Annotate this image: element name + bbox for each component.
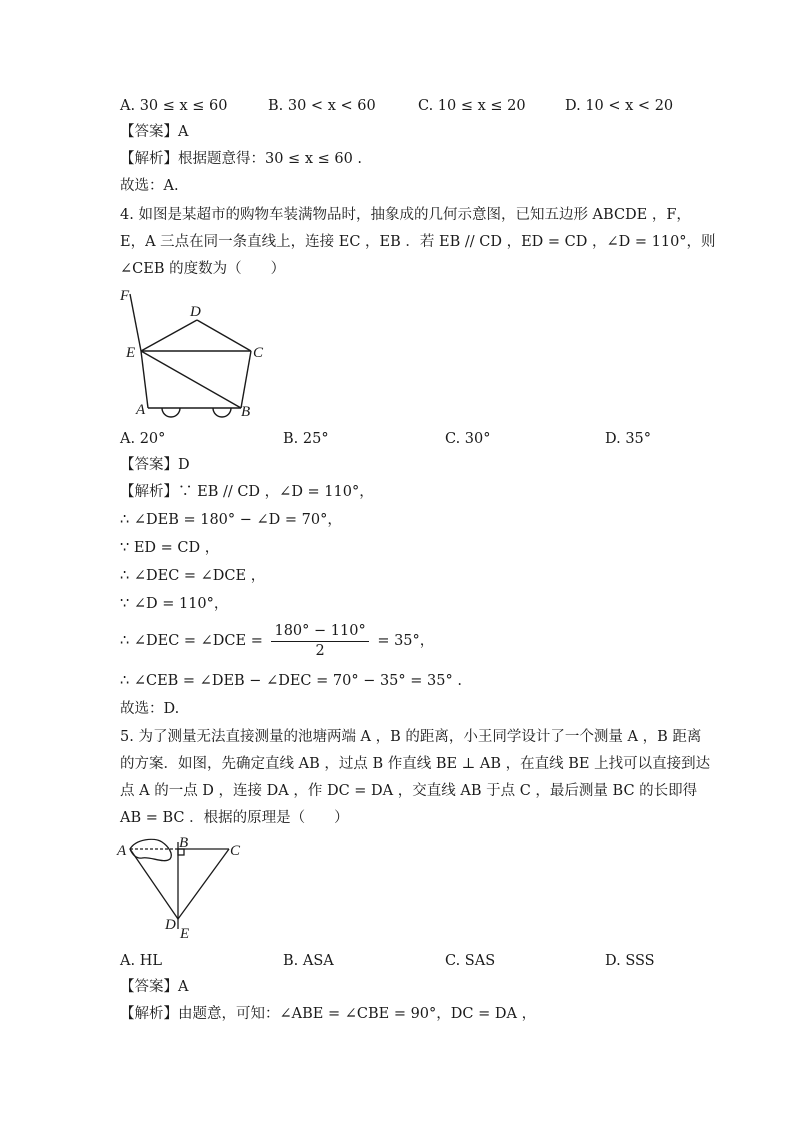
q4-step-2: ∴ ∠DEB = 180° − ∠D = 70°，: [120, 512, 342, 528]
q4-option-d: D. 35°: [605, 431, 652, 447]
q4-answer: 【答案】D: [120, 457, 190, 473]
q5-stem-line-4: AB = BC ．根据的原理是（ ）: [120, 810, 349, 826]
q4-label-d: D: [190, 304, 201, 320]
q5-pond-figure: [112, 834, 252, 944]
q4-conclusion: 故选：D.: [120, 701, 180, 717]
q4-fraction: [271, 622, 368, 660]
q4-fraction-prefix: ∴ ∠DEC = ∠DCE =: [120, 633, 263, 649]
q4-stem-line-1: 4. 如图是某超市的购物车装满物品时，抽象成的几何示意图，已知五边形 ABCDE ，F，: [120, 207, 691, 223]
q5-stem-line-3: 点 A 的一点 D ，连接 DA ，作 DC = DA ，交直线 AB 于点 C ，最后测量 BC 的长即得: [120, 783, 698, 799]
q4-step-4: ∴ ∠DEC = ∠DCE ，: [120, 568, 266, 584]
q4-option-c: C. 30°: [445, 431, 491, 447]
q5-label-b: B: [179, 835, 189, 851]
q5-option-b: B. ASA: [283, 953, 334, 969]
q5-stem-line-1: 5. 为了测量无法直接测量的池塘两端 A ，B 的距离，小王同学设计了一个测量 A ，B 距离: [120, 729, 702, 745]
q3-analysis: 【解析】根据题意得：30 ≤ x ≤ 60 .: [120, 151, 363, 167]
q5-answer: 【答案】A: [120, 979, 189, 995]
q4-final-step: ∴ ∠CEB = ∠DEB − ∠DEC = 70° − 35° = 35° .: [120, 673, 462, 689]
q3-option-d: D. 10 < x < 20: [565, 98, 674, 114]
q5-stem-line-2: 的方案．如图，先确定直线 AB ，过点 B 作直线 BE ⊥ AB ，在直线 BE 上找可以直接到达: [120, 756, 711, 772]
q4-step-5: ∵ ∠D = 110°，: [120, 596, 229, 612]
q3-option-a: A. 30 ≤ x ≤ 60: [120, 98, 228, 114]
q5-option-a: A. HL: [120, 953, 162, 969]
q5-option-d: D. SSS: [605, 953, 655, 969]
q5-label-d: D: [165, 917, 176, 933]
q3-option-c: C. 10 ≤ x ≤ 20: [418, 98, 526, 114]
q3-conclusion: 故选：A.: [120, 178, 179, 194]
q5-analysis: 【解析】由题意，可知：∠ABE = ∠CBE = 90°，DC = DA ，: [120, 1006, 537, 1022]
q4-fraction-denominator: 2: [315, 643, 325, 659]
q4-fraction-step: [120, 622, 434, 660]
q4-fraction-numerator: 180° − 110°: [271, 622, 368, 642]
q4-step-3: ∵ ED = CD ，: [120, 540, 220, 556]
q4-step-1: 【解析】∵ EB // CD ，∠D = 110°，: [120, 484, 374, 500]
q4-label-a: A: [136, 402, 146, 418]
q4-fraction-suffix: = 35°，: [377, 633, 435, 649]
q4-label-e: E: [126, 345, 136, 361]
q4-label-c: C: [253, 345, 264, 361]
q4-option-a: A. 20°: [120, 431, 166, 447]
q4-stem-line-3: ∠CEB 的度数为（ ）: [120, 261, 286, 277]
q3-option-b: B. 30 < x < 60: [268, 98, 376, 114]
q5-label-e: E: [180, 926, 190, 942]
q5-label-c: C: [230, 843, 241, 859]
q4-cart-figure: [110, 282, 280, 422]
q4-label-b: B: [241, 404, 251, 420]
q4-label-f: F: [120, 288, 130, 304]
q5-option-c: C. SAS: [445, 953, 496, 969]
q5-label-a: A: [117, 843, 127, 859]
q4-option-b: B. 25°: [283, 431, 329, 447]
q3-answer: 【答案】A: [120, 124, 189, 140]
q4-stem-line-2: E，A 三点在同一条直线上，连接 EC ，EB ．若 EB // CD ，ED = CD ，∠D = 110°，则: [120, 234, 716, 250]
